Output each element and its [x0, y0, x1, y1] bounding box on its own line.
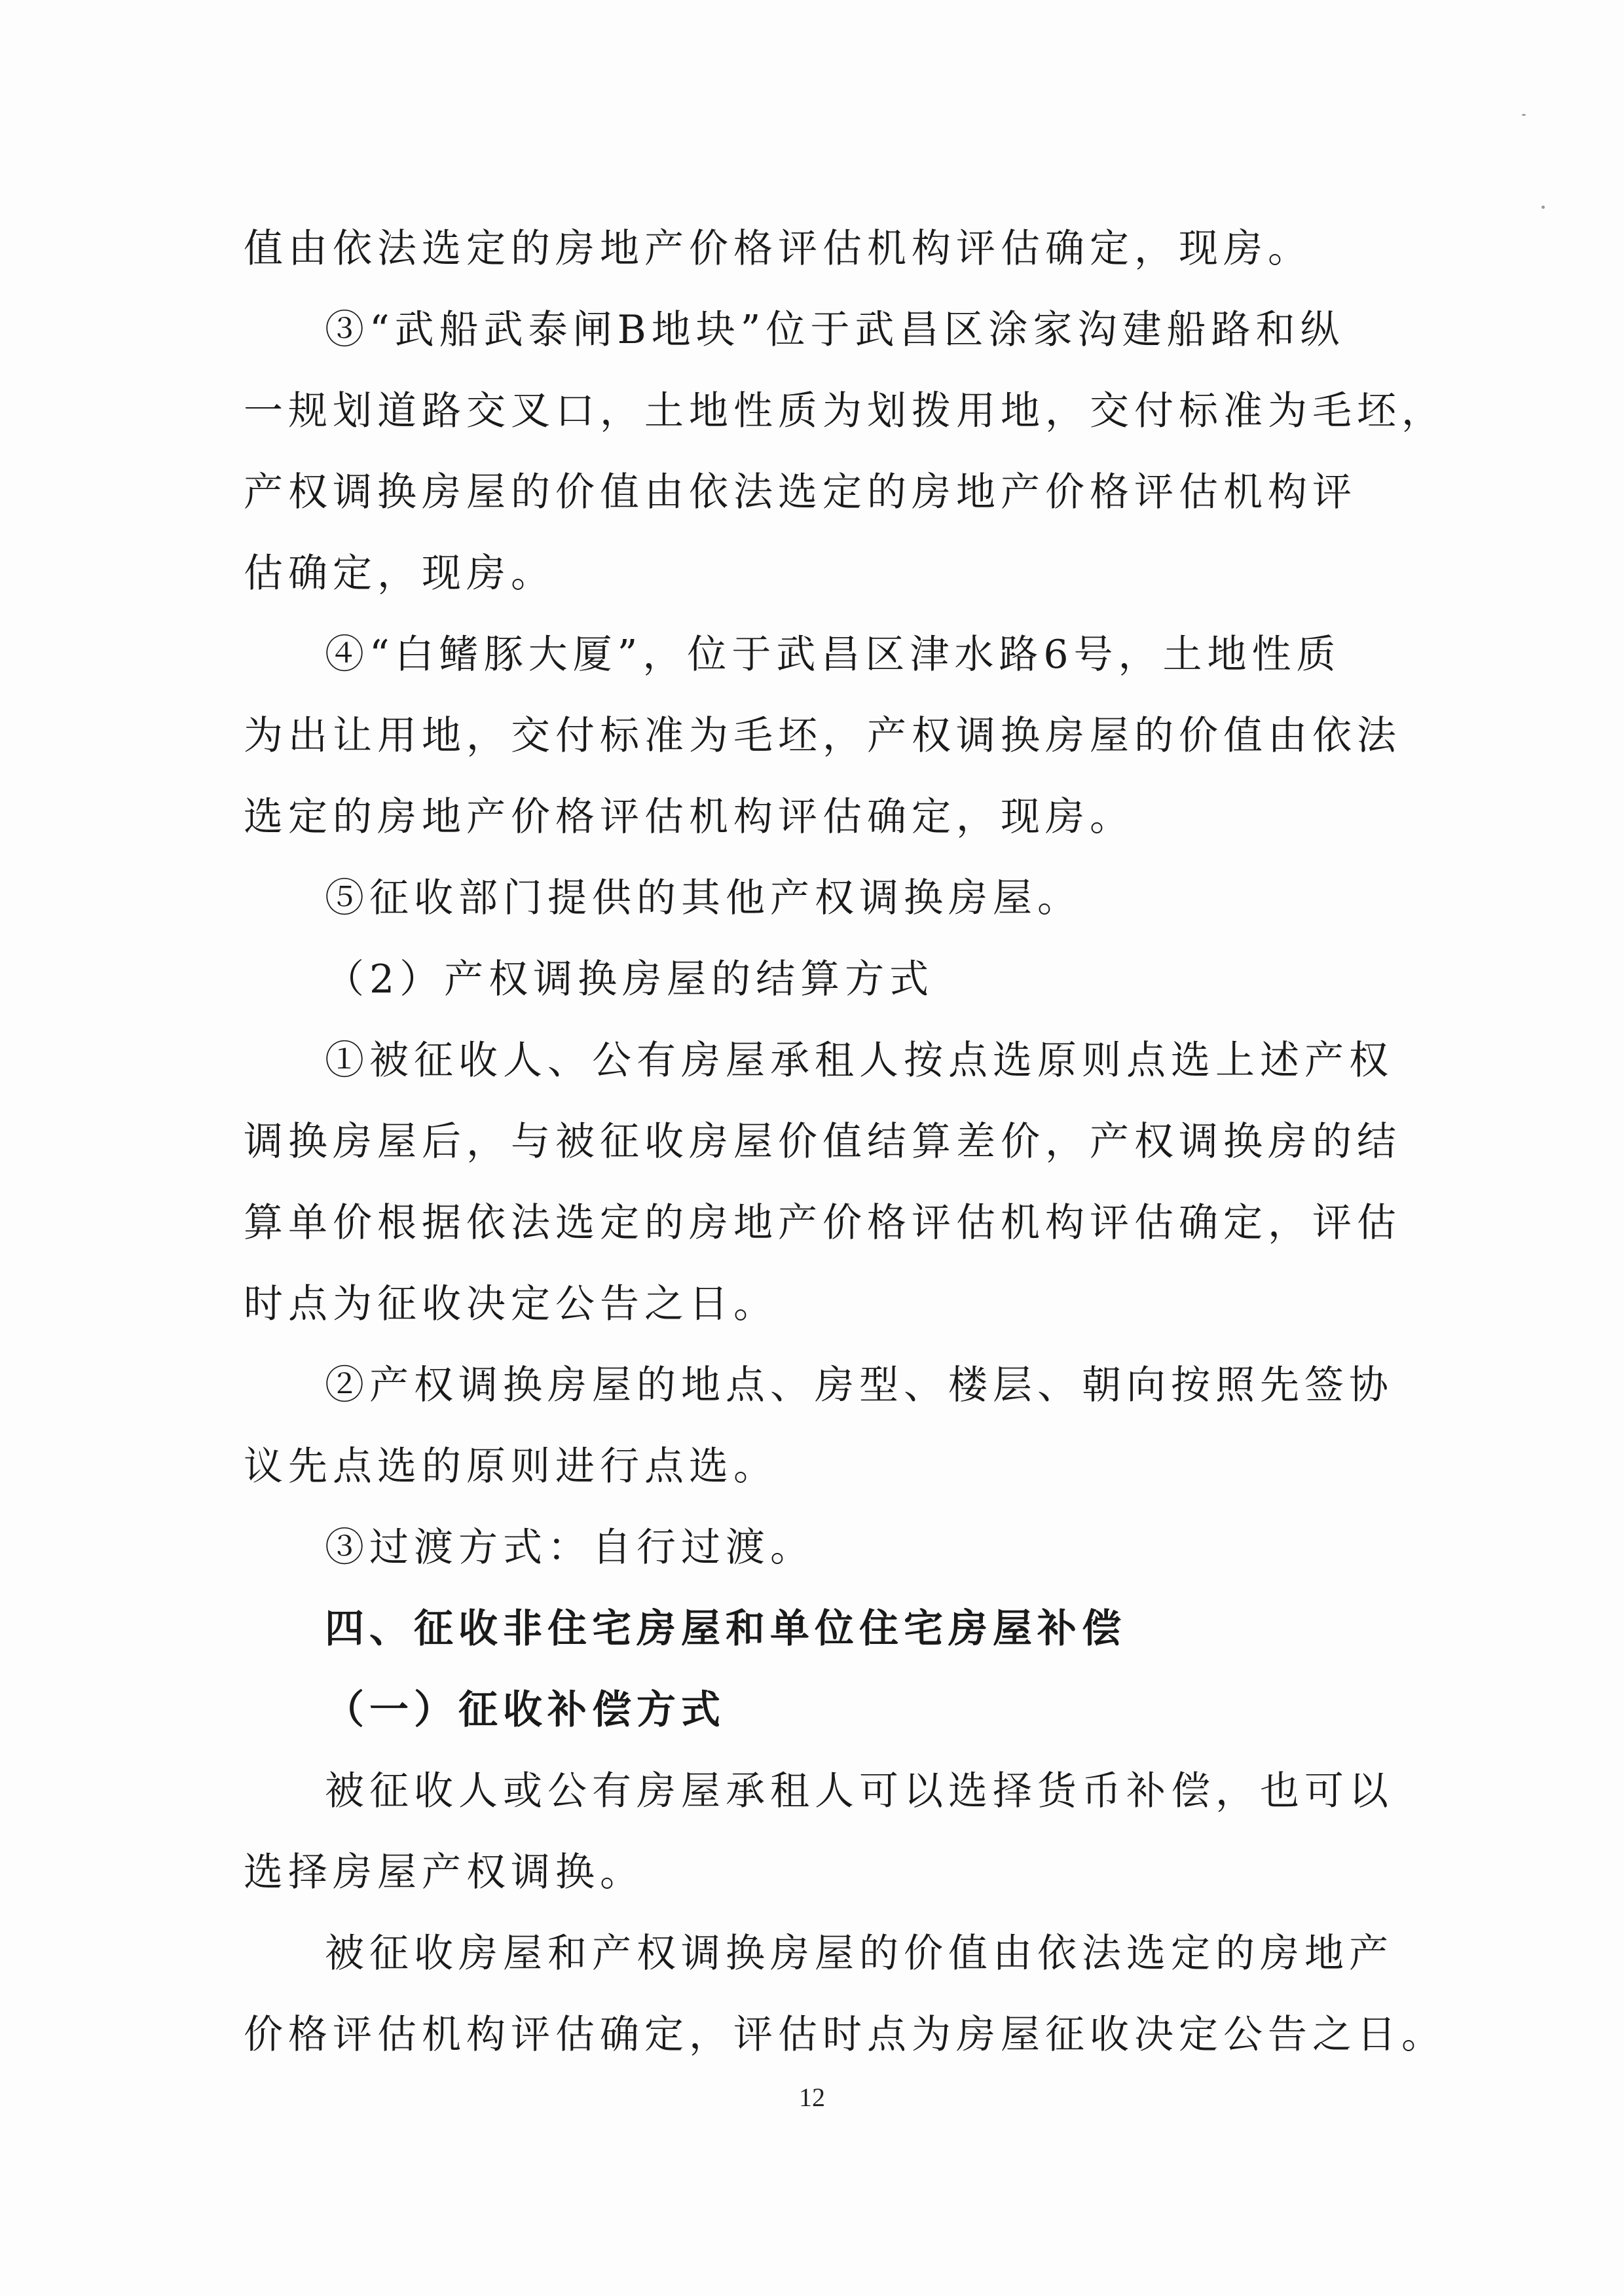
page-number: 12: [799, 2083, 825, 2112]
scan-speck: [1541, 206, 1545, 209]
text-line: 被征收人或公有房屋承租人可以选择货币补偿，也可以: [325, 1768, 1393, 1814]
text-line: 为出让用地，交付标准为毛坯，产权调换房屋的价值由依法: [244, 713, 1401, 759]
text-line: 议先点选的原则进行点选。: [244, 1444, 778, 1489]
text-line: 产权调换房屋的价值由依法选定的房地产价格评估机构评: [244, 469, 1357, 515]
text-line: （2）产权调换房屋的结算方式: [325, 957, 934, 1002]
section-heading: 四、征收非住宅房屋和单位住宅房屋补偿: [325, 1606, 1126, 1652]
text-line: 估确定，现房。: [244, 551, 555, 596]
text-line: ⑤征收部门提供的其他产权调换房屋。: [325, 875, 1082, 921]
text-line: 选定的房地产价格评估机构评估确定，现房。: [244, 794, 1134, 840]
text-line: ②产权调换房屋的地点、房型、楼层、朝向按照先签协: [325, 1362, 1393, 1408]
subsection-heading: （一）征收补偿方式: [325, 1687, 726, 1733]
scan-speck: [1522, 114, 1526, 116]
text-line: 选择房屋产权调换。: [244, 1850, 644, 1895]
text-line: 一规划道路交叉口，土地性质为划拨用地，交付标准为毛坯，: [244, 388, 1446, 434]
text-line: ③过渡方式：自行过渡。: [325, 1525, 815, 1571]
text-line: 价格评估机构评估确定，评估时点为房屋征收决定公告之日。: [244, 2012, 1446, 2058]
text-line: 调换房屋后，与被征收房屋价值结算差价，产权调换房的结: [244, 1119, 1401, 1165]
body-text: [244, 208, 1446, 2075]
text-line: ④“白鳍豚大厦”，位于武昌区津水路6号，土地性质: [325, 632, 1341, 678]
text-line: 算单价根据依法选定的房地产价格评估机构评估确定，评估: [244, 1200, 1401, 1246]
text-line: 被征收房屋和产权调换房屋的价值由依法选定的房地产: [325, 1931, 1393, 1977]
text-line: ①被征收人、公有房屋承租人按点选原则点选上述产权: [325, 1038, 1393, 1084]
text-line: 时点为征收决定公告之日。: [244, 1281, 778, 1327]
text-line: ③“武船武泰闸B地块”位于武昌区涂家沟建船路和纵: [325, 307, 1345, 353]
text-line: 值由依法选定的房地产价格评估机构评估确定，现房。: [244, 226, 1312, 272]
